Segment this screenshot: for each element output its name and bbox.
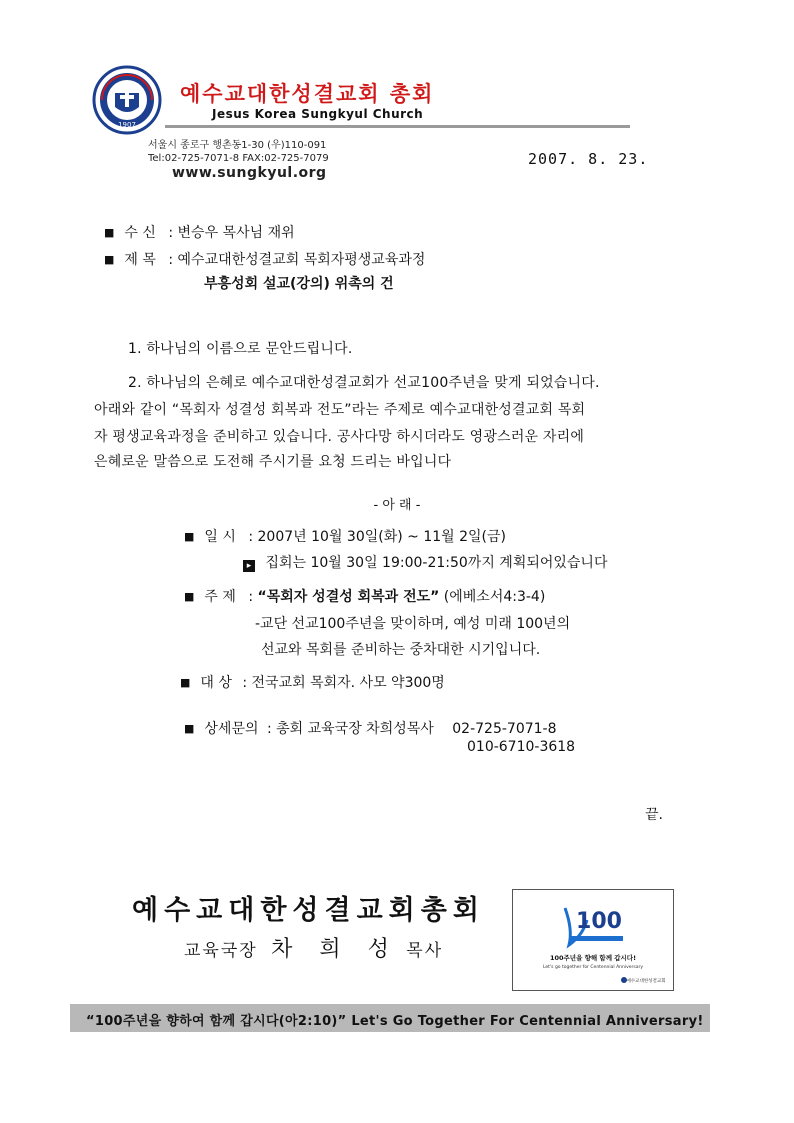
theme-value: “목회자 성결성 회복과 전도” xyxy=(257,589,440,605)
detail-date-row xyxy=(184,526,506,546)
schedule-note: 집회는 10월 30일 19:00-21:50까지 계획되어있습니다 xyxy=(265,555,608,571)
end-mark: 끝. xyxy=(645,807,663,823)
arrow-box-icon: ▸ xyxy=(243,560,255,572)
detail-theme-row: ■ 주 제 : “목회자 성결성 회복과 전도” (에베소서4:3-4) xyxy=(184,586,545,606)
date-value: : 2007년 10월 30일(화) ~ 11월 2일(금) xyxy=(248,529,507,545)
schedule-note-row xyxy=(243,552,608,572)
logo-org-small: 예수교대한성결교회 xyxy=(626,979,666,984)
detail-inquiry-row xyxy=(184,718,557,738)
inquiry-phone-2: 010-6710-3618 xyxy=(467,739,576,755)
centennial-logo-box xyxy=(512,889,674,991)
recipient-label: ■ 수 신 xyxy=(104,222,156,242)
subject-value: : 예수교대한성결교회 목회자평생교육과정 xyxy=(168,252,426,268)
paragraph-2-line1: 2. 하나님의 은혜로 예수교대한성결교회가 선교100주년을 맞게 되었습니다. xyxy=(128,375,600,391)
target-label: ■ 대 상 xyxy=(180,672,232,692)
theme-desc-line1: -교단 선교100주년을 맞이하며, 예성 미래 100년의 xyxy=(255,616,571,632)
seal-year: 1907 xyxy=(118,121,136,129)
footer-slogan: “100주년을 향하여 함께 갑시다(아2:10)” Let's Go Together For Centennial Anniversary! xyxy=(86,1014,704,1029)
inquiry-phone-1: 02-725-7071-8 xyxy=(452,721,557,737)
signature-name: 차 희 성 xyxy=(271,937,399,962)
signature-organization: 예수교대한성결교회총회 xyxy=(132,895,485,926)
subject-label: ■ 제 목 xyxy=(104,249,156,269)
signature-person xyxy=(184,932,443,963)
org-english-name: Jesus Korea Sungkyul Church xyxy=(212,107,424,121)
logo-slogan-en: Let's go together for Centennial Anniversary xyxy=(542,965,644,970)
signature-title: 교육국장 xyxy=(184,941,258,961)
subject-row xyxy=(104,249,425,269)
header-divider xyxy=(165,125,630,128)
theme-reference: (에베소서4:3-4) xyxy=(443,589,546,605)
paragraph-2-line4: 은혜로운 말씀으로 도전해 주시기를 요청 드리는 바입니다 xyxy=(94,454,452,470)
church-seal-logo xyxy=(92,65,162,135)
address-block xyxy=(148,139,329,165)
paragraph-2-line3: 자 평생교육과정을 준비하고 있습니다. 공사다망 하시더라도 영광스러운 자리에 xyxy=(94,429,585,445)
details-heading: - 아 래 - xyxy=(373,498,421,513)
recipient-row xyxy=(104,222,295,242)
document-date: 2007. 8. 23. xyxy=(528,150,649,168)
subject-line2: 부흥성회 설교(강의) 위촉의 건 xyxy=(204,276,394,292)
theme-label: ■ 주 제 xyxy=(184,586,236,606)
contact-line: Tel:02-725-7071-8 FAX:02-725-7079 xyxy=(148,153,329,164)
target-value: : 전국교회 목회자. 사모 약300명 xyxy=(242,675,445,691)
paragraph-1: 1. 하나님의 이름으로 문안드립니다. xyxy=(128,341,353,357)
signature-role: 목사 xyxy=(406,941,444,961)
website: www.sungkyul.org xyxy=(172,165,327,181)
theme-desc-line2: 선교와 목회를 준비하는 중차대한 시기입니다. xyxy=(261,642,541,658)
centennial-100-logo xyxy=(513,890,673,990)
inquiry-label: ■ 상세문의 xyxy=(184,718,259,738)
address-line: 서울시 종로구 행촌동1-30 (우)110-091 xyxy=(148,140,327,151)
inquiry-value: : 총회 교육국장 차희성목사 xyxy=(266,721,434,737)
org-title: 예수교대한성결교회 총회 xyxy=(180,82,435,106)
recipient-value: : 변승우 목사님 재위 xyxy=(168,225,295,241)
paragraph-2-line2: 아래와 같이 “목회자 성결성 회복과 전도”라는 주제로 예수교대한성결교회 목회 xyxy=(94,402,586,418)
logo-slogan-ko: 100주년을 향해 함께 갑시다! xyxy=(549,954,637,962)
logo-number: 100 xyxy=(576,909,622,934)
date-label: ■ 일 시 xyxy=(184,526,236,546)
detail-target-row xyxy=(180,672,445,692)
